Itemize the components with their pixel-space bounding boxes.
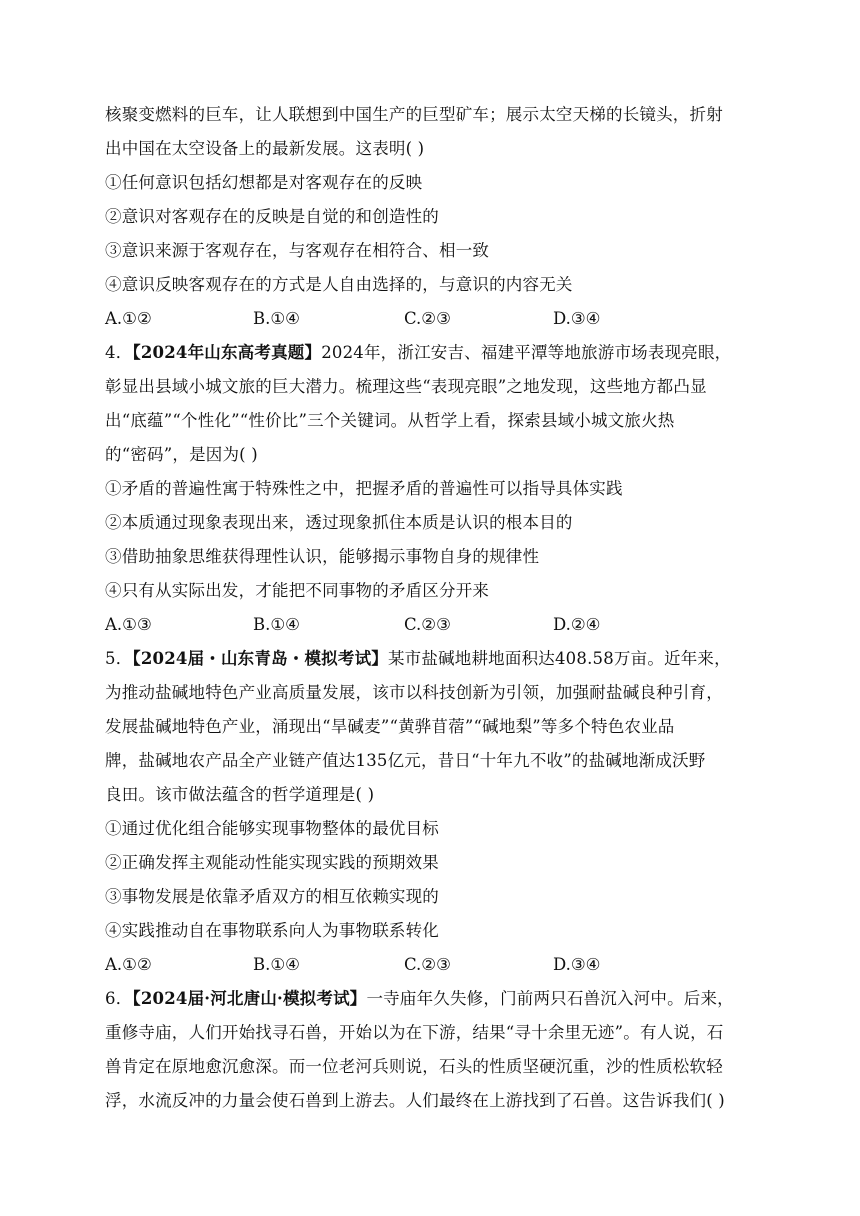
q4-option-3: ③借助抽象思维获得理性认识，能够揭示事物自身的规律性	[105, 547, 540, 566]
q4-option-1: ①矛盾的普遍性寓于特殊性之中，把握矛盾的普遍性可以指导具体实践	[105, 479, 623, 498]
q5-stem-line-5: 良田。该市做法蕴含的哲学道理是( )	[105, 785, 375, 804]
q5-stem-line-1	[105, 648, 765, 670]
q5-choice-d: D.③④	[553, 955, 601, 974]
q4-number: 4．	[105, 343, 133, 362]
q5-choice-c: C.②③	[404, 955, 451, 974]
q4-stem-line-4: 的“密码”，是因为( )	[105, 445, 258, 464]
q6-stem-text-1: 一寺庙年久失修，门前两只石兽沉入河中。后来，	[366, 989, 734, 1008]
q5-option-3: ③事物发展是依靠矛盾双方的相互依赖实现的	[105, 887, 439, 906]
q4-option-4: ④只有从实际出发，才能把不同事物的矛盾区分开来	[105, 581, 490, 600]
q3-choice-b: B.①④	[253, 309, 300, 328]
q5-choice-b: B.①④	[253, 955, 300, 974]
q3-choice-c: C.②③	[404, 309, 451, 328]
q5-option-4: ④实践推动自在事物联系向人为事物联系转化	[105, 921, 439, 940]
q3-option-2: ②意识对客观存在的反映是自觉的和创造性的	[105, 207, 439, 226]
q3-choice-d: D.③④	[553, 309, 601, 328]
q4-source: 【2024年山东高考真题】	[132, 343, 322, 362]
q3-option-1: ①任何意识包括幻想都是对客观存在的反映	[105, 173, 423, 192]
q3-choice-a: A.①②	[105, 309, 152, 328]
q4-choice-a: A.①③	[105, 615, 152, 634]
q5-source: 【2024届・山东青岛・模拟考试】	[132, 649, 388, 668]
q5-stem-line-3: 发展盐碱地特色产业，涌现出“旱碱麦”“黄骅苜蓿”“碱地梨”等多个特色农业品	[105, 717, 675, 736]
q3-stem-line-1: 核聚变燃料的巨车，让人联想到中国生产的巨型矿车；展示太空天梯的长镜头，折射	[105, 105, 723, 124]
q6-stem-line-4: 浮，水流反冲的力量会使石兽到上游去。人们最终在上游找到了石兽。这告诉我们( )	[105, 1091, 725, 1110]
q6-source: 【2024届·河北唐山·模拟考试】	[132, 989, 367, 1008]
q6-number: 6．	[105, 989, 133, 1008]
q6-stem-line-3: 兽肯定在原地愈沉愈深。而一位老河兵则说，石头的性质坚硬沉重，沙的性质松软轻	[105, 1057, 723, 1076]
q3-option-3: ③意识来源于客观存在，与客观存在相符合、相一致	[105, 241, 490, 260]
q6-stem-line-2: 重修寺庙，人们开始找寻石兽，开始以为在下游，结果“寻十余里无迹”。有人说，石	[105, 1023, 724, 1042]
q3-stem-line-2: 出中国在太空设备上的最新发展。这表明( )	[105, 139, 425, 158]
q5-option-1: ①通过优化组合能够实现事物整体的最优目标	[105, 819, 439, 838]
q4-stem-line-1	[105, 342, 765, 364]
q5-stem-line-2: 为推动盐碱地特色产业高质量发展，该市以科技创新为引领，加强耐盐碱良种引育，	[105, 683, 723, 702]
q5-stem-text-1: 某市盐碱地耕地面积达408.58万亩。近年来，	[387, 649, 731, 668]
q5-option-2: ②正确发挥主观能动性能实现实践的预期效果	[105, 853, 439, 872]
q5-number: 5．	[105, 649, 133, 668]
q5-choice-a: A.①②	[105, 955, 152, 974]
q3-option-4: ④意识反映客观存在的方式是人自由选择的，与意识的内容无关	[105, 275, 573, 294]
q6-stem-line-1	[105, 988, 765, 1010]
q4-choice-c: C.②③	[404, 615, 451, 634]
q4-choice-d: D.②④	[553, 615, 601, 634]
q4-choice-b: B.①④	[253, 615, 300, 634]
q4-stem-line-3: 出“底蕴”“个性化”“性价比”三个关键词。从哲学上看，探索县域小城文旅火热	[105, 411, 675, 430]
q4-stem-line-2: 彰显出县域小城文旅的巨大潜力。梳理这些“表现亮眼”之地发现，这些地方都凸显	[105, 377, 707, 396]
q4-stem-text-1: 2024年，浙江安吉、福建平潭等地旅游市场表现亮眼，	[321, 343, 732, 362]
q5-stem-line-4: 牌，盐碱地农产品全产业链产值达135亿元，昔日“十年九不收”的盐碱地渐成沃野	[105, 751, 706, 770]
q4-option-2: ②本质通过现象表现出来，透过现象抓住本质是认识的根本目的	[105, 513, 573, 532]
